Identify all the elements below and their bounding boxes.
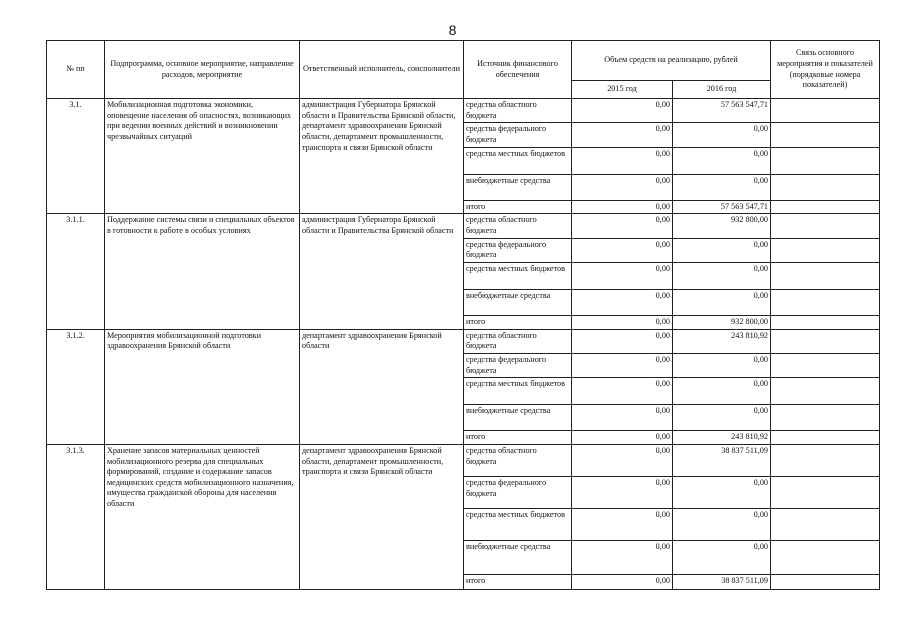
funding-source: средства областного бюджета <box>464 329 572 353</box>
table-row <box>47 444 880 476</box>
amount-2016: 57 563 547,71 <box>673 99 771 123</box>
amount-2016: 38 837 511,09 <box>673 444 771 476</box>
header-2016: 2016 год <box>673 81 771 99</box>
item-title: Мобилизационная подготовка экономики, оповещение населения об опасностях, возникающих при ведении военных действий и возникновении чрезвычайных ситуаций <box>105 99 300 214</box>
indicator-link-cell <box>771 508 880 540</box>
funding-source: внебюджетные средства <box>464 289 572 315</box>
funding-source: средства местных бюджетов <box>464 147 572 174</box>
funding-source: средства областного бюджета <box>464 444 572 476</box>
funding-source: внебюджетные средства <box>464 405 572 431</box>
indicator-link-cell <box>771 262 880 289</box>
amount-2016: 38 837 511,09 <box>673 574 771 589</box>
indicator-link-cell <box>771 99 880 123</box>
amount-2016: 0,00 <box>673 123 771 147</box>
amount-2015: 0,00 <box>572 289 673 315</box>
amount-2016: 243 810,92 <box>673 431 771 445</box>
funding-source: внебюджетные средства <box>464 174 572 200</box>
amount-2015: 0,00 <box>572 540 673 574</box>
funding-source: внебюджетные средства <box>464 540 572 574</box>
item-number: 3.1. <box>47 99 105 214</box>
amount-2016: 0,00 <box>673 540 771 574</box>
amount-2015: 0,00 <box>572 329 673 353</box>
funding-source: средства местных бюджетов <box>464 508 572 540</box>
amount-2015: 0,00 <box>572 262 673 289</box>
indicator-link-cell <box>771 378 880 405</box>
item-executor: департамент здравоохранения Брянской области, департамент промышленности, транспорта и связи Брянской области <box>300 444 464 589</box>
indicator-link-cell <box>771 238 880 262</box>
funding-source: итого <box>464 574 572 589</box>
funding-source: итого <box>464 431 572 445</box>
header-num: № пп <box>47 41 105 99</box>
amount-2015: 0,00 <box>572 574 673 589</box>
amount-2016: 0,00 <box>673 508 771 540</box>
indicator-link-cell <box>771 444 880 476</box>
funding-source: средства местных бюджетов <box>464 378 572 405</box>
indicator-link-cell <box>771 214 880 238</box>
table-body <box>47 99 880 590</box>
indicator-link-cell <box>771 329 880 353</box>
amount-2016: 932 800,00 <box>673 315 771 329</box>
amount-2016: 0,00 <box>673 262 771 289</box>
item-executor: администрация Губернатора Брянской области и Правительства Брянской области, департамент здравоохранения Брянской области, департамент промышленности, транспорта и связи Брянской области <box>300 99 464 214</box>
item-number: 3.1.2. <box>47 329 105 444</box>
amount-2016: 0,00 <box>673 238 771 262</box>
item-title: Хранение запасов материальных ценностей мобилизационного резерва для специальных формирований, создание и содержание запасов медицинских средств мобилизационного назначения, имущества гражданской обороны для населения области <box>105 444 300 589</box>
table-row <box>47 99 880 123</box>
indicator-link-cell <box>771 174 880 200</box>
amount-2015: 0,00 <box>572 431 673 445</box>
item-number: 3.1.3. <box>47 444 105 589</box>
amount-2015: 0,00 <box>572 476 673 508</box>
item-title: Мероприятия мобилизационной подготовки здравоохранения Брянской области <box>105 329 300 444</box>
page-number: 8 <box>448 22 457 38</box>
funding-source: итого <box>464 200 572 214</box>
funding-source: итого <box>464 315 572 329</box>
item-executor: департамент здравоохранения Брянской области <box>300 329 464 444</box>
indicator-link-cell <box>771 405 880 431</box>
amount-2016: 0,00 <box>673 405 771 431</box>
header-volume: Объем средств на реализацию, рублей <box>572 41 771 81</box>
amount-2015: 0,00 <box>572 99 673 123</box>
amount-2016: 0,00 <box>673 476 771 508</box>
amount-2015: 0,00 <box>572 200 673 214</box>
indicator-link-cell <box>771 574 880 589</box>
funding-source: средства местных бюджетов <box>464 262 572 289</box>
indicator-link-cell <box>771 353 880 377</box>
amount-2016: 0,00 <box>673 289 771 315</box>
indicator-link-cell <box>771 200 880 214</box>
funding-source: средства федерального бюджета <box>464 123 572 147</box>
indicator-link-cell <box>771 540 880 574</box>
amount-2016: 0,00 <box>673 353 771 377</box>
item-executor: администрация Губернатора Брянской области и Правительства Брянской области <box>300 214 464 329</box>
amount-2015: 0,00 <box>572 353 673 377</box>
indicator-link-cell <box>771 289 880 315</box>
amount-2016: 932 800,00 <box>673 214 771 238</box>
header-link: Связь основного мероприятия и показателей (порядковые номера показателей) <box>771 41 880 99</box>
table-row <box>47 329 880 353</box>
table-header <box>47 41 880 99</box>
amount-2015: 0,00 <box>572 508 673 540</box>
funding-source: средства областного бюджета <box>464 214 572 238</box>
header-2015: 2015 год <box>572 81 673 99</box>
funding-source: средства областного бюджета <box>464 99 572 123</box>
budget-table <box>46 40 880 590</box>
amount-2016: 0,00 <box>673 378 771 405</box>
amount-2015: 0,00 <box>572 378 673 405</box>
funding-source: средства федерального бюджета <box>464 476 572 508</box>
indicator-link-cell <box>771 147 880 174</box>
amount-2016: 57 563 547,71 <box>673 200 771 214</box>
indicator-link-cell <box>771 315 880 329</box>
indicator-link-cell <box>771 431 880 445</box>
indicator-link-cell <box>771 123 880 147</box>
funding-source: средства федерального бюджета <box>464 353 572 377</box>
item-number: 3.1.1. <box>47 214 105 329</box>
indicator-link-cell <box>771 476 880 508</box>
amount-2015: 0,00 <box>572 147 673 174</box>
item-title: Поддержание системы связи и специальных объектов в готовности к работе в особых условиях <box>105 214 300 329</box>
amount-2015: 0,00 <box>572 123 673 147</box>
amount-2015: 0,00 <box>572 444 673 476</box>
amount-2015: 0,00 <box>572 315 673 329</box>
amount-2015: 0,00 <box>572 405 673 431</box>
header-executor: Ответственный исполнитель, соисполнители <box>300 41 464 99</box>
amount-2015: 0,00 <box>572 174 673 200</box>
table-row <box>47 214 880 238</box>
amount-2016: 243 810,92 <box>673 329 771 353</box>
amount-2016: 0,00 <box>673 147 771 174</box>
funding-source: средства федерального бюджета <box>464 238 572 262</box>
amount-2016: 0,00 <box>673 174 771 200</box>
header-subprogram: Подпрограмма, основное мероприятие, направление расходов, мероприятие <box>105 41 300 99</box>
amount-2015: 0,00 <box>572 238 673 262</box>
amount-2015: 0,00 <box>572 214 673 238</box>
header-source: Источник финансового обеспечения <box>464 41 572 99</box>
